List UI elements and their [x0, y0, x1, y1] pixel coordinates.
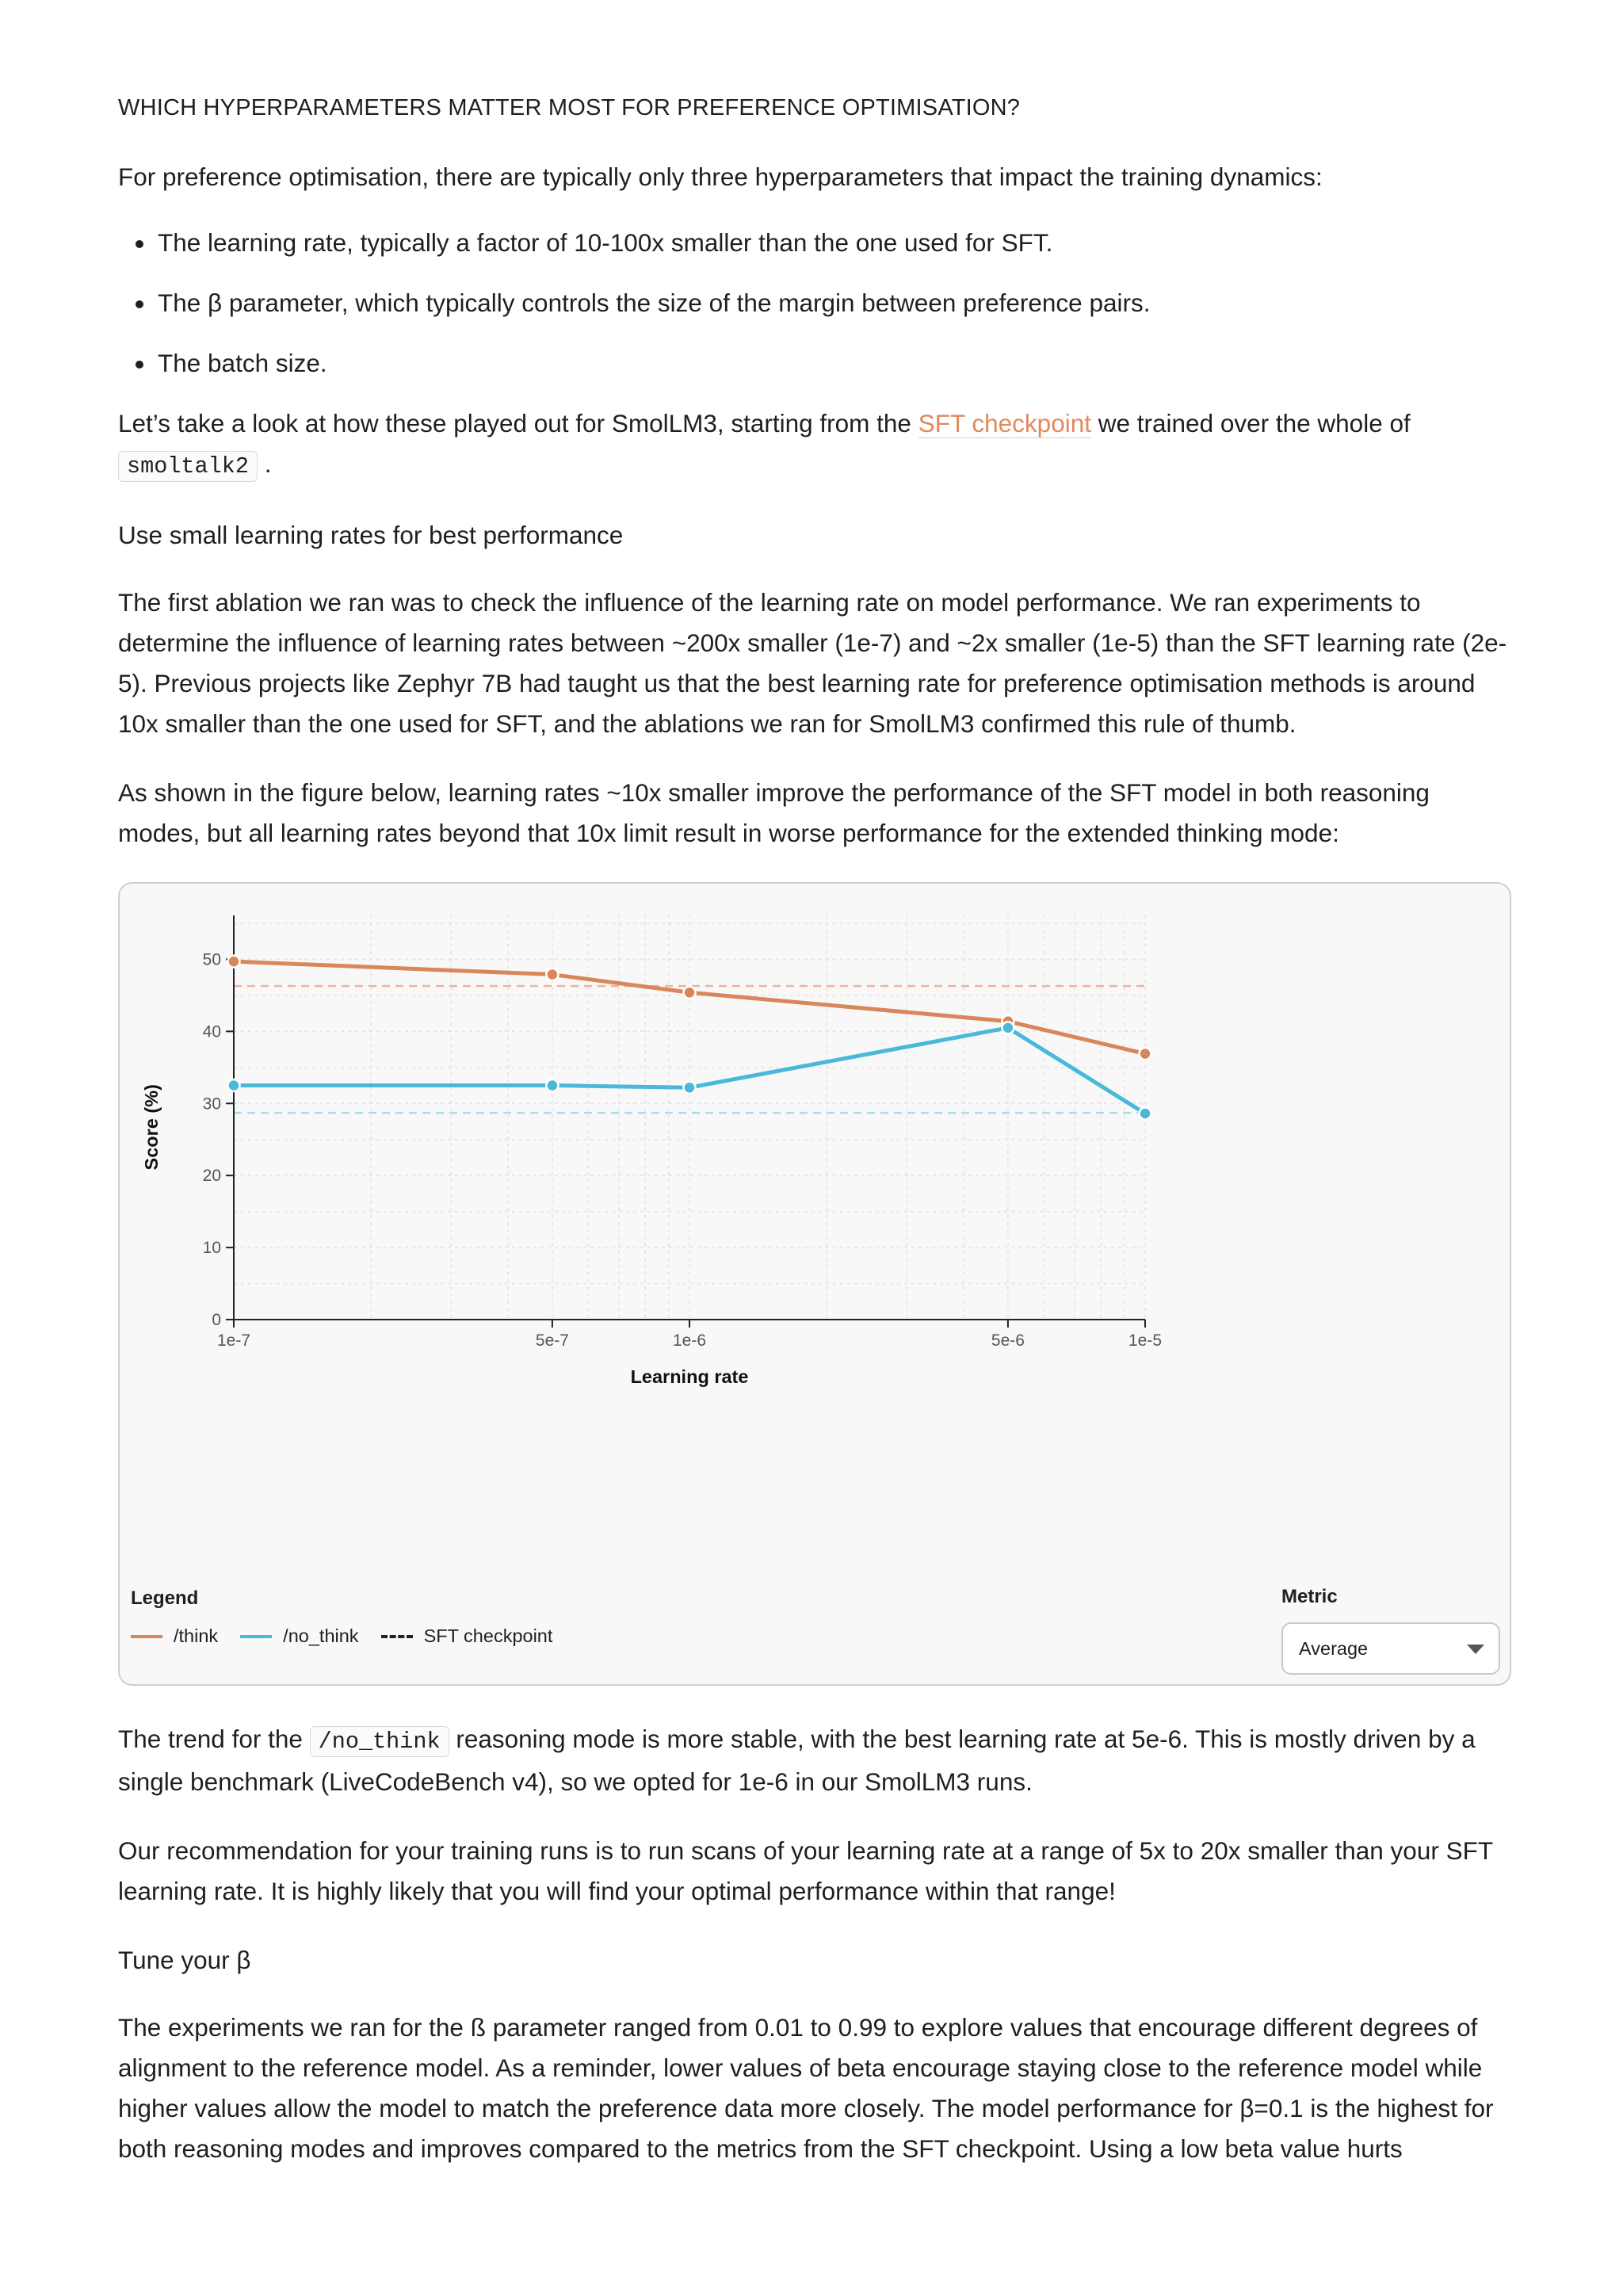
metric-control	[1281, 1586, 1500, 1675]
legend-item-no-think[interactable]	[240, 1626, 358, 1647]
list-item: • The batch size.	[156, 343, 1513, 384]
trend-paragraph	[118, 1719, 1513, 1802]
legend-label-sft: SFT checkpoint	[423, 1626, 553, 1646]
data-point-no-think	[228, 1079, 240, 1091]
inline-code: smoltalk2	[118, 451, 258, 482]
legend-swatch-no-think	[240, 1635, 272, 1638]
x-tick-label: 5e-6	[991, 1331, 1025, 1350]
data-point-think	[228, 956, 240, 968]
data-point-no-think	[684, 1082, 696, 1094]
article-content	[118, 79, 1513, 2198]
recommendation-paragraph: Our recommendation for your training runs is to run scans of your learning rate at a range of 5x to 20x smaller than your SFT learning rate. It is highly likely that you will find your optimal performance within that range!	[118, 1836, 1493, 1905]
hyperparameter-list	[118, 223, 1513, 384]
y-axis-label: Score (%)	[141, 1084, 162, 1171]
data-point-think	[684, 987, 696, 999]
list-item: • The learning rate, typically a factor of 10-100x smaller than the one used for SFT.	[156, 223, 1513, 263]
y-tick-label: 30	[202, 1095, 221, 1114]
y-tick-label: 40	[202, 1022, 221, 1041]
ablation-paragraph: The first ablation we ran was to check the influence of the learning rate on model performance. We ran experiments to determine the influence of learning rates between ~200x smaller (1e-7) and ~2x smaller (1e-5) than the SFT learning rate (2e-5). Previous projects like Zephyr 7B had taught us that the best learning rate for preference optimisation methods is around 10x smaller than the one used for SFT, and the ablations we ran for SmolLM3 confirmed this rule of thumb.	[118, 588, 1507, 738]
chart-legend	[131, 1587, 575, 1647]
trend-text-after: reasoning mode is more stable, with the best learning rate at 5e-6. This is mostly driven by a single benchmark (LiveCodeBench v4), so we opted for 1e-6 in our SmolLM3 runs.	[118, 1725, 1476, 1796]
section-heading: WHICH HYPERPARAMETERS MATTER MOST FOR PREFERENCE OPTIMISATION?	[118, 95, 1021, 120]
legend-label-no-think: /no_think	[283, 1626, 359, 1646]
data-point-no-think	[1002, 1022, 1014, 1033]
figure-intro-paragraph: As shown in the figure below, learning rates ~10x smaller improve the performance of the SFT model in both reasoning modes, but all learning rates beyond that 10x limit result in worse performance for the extended thinking mode:	[118, 778, 1430, 847]
look-text-after: we trained over the whole of	[1091, 409, 1411, 437]
y-tick-label: 20	[202, 1167, 221, 1186]
sft-checkpoint-link[interactable]: SFT checkpoint	[918, 409, 1091, 437]
legend-swatch-sft	[381, 1635, 413, 1638]
legend-swatch-think	[131, 1635, 162, 1638]
x-tick-label: 1e-5	[1128, 1331, 1163, 1350]
look-paragraph	[118, 403, 1513, 487]
y-tick-label: 50	[202, 950, 221, 969]
legend-item-sft[interactable]	[381, 1626, 553, 1647]
metric-title: Metric	[1281, 1586, 1338, 1607]
learning-rate-figure	[118, 882, 1511, 1686]
list-item: • The β parameter, which typically controls the size of the margin between preference pairs.	[156, 283, 1513, 323]
legend-title: Legend	[131, 1587, 199, 1609]
data-point-think	[1140, 1048, 1151, 1060]
learning-rate-chart	[120, 884, 1511, 1686]
inline-code: /no_think	[310, 1726, 449, 1757]
data-point-no-think	[546, 1079, 558, 1091]
metric-select[interactable]	[1281, 1622, 1500, 1675]
look-text-before: Let’s take a look at how these played out for SmolLM3, starting from the	[118, 409, 918, 437]
data-point-think	[546, 968, 558, 980]
metric-selected-value: Average	[1299, 1638, 1369, 1659]
look-text-end: .	[257, 449, 272, 478]
y-tick-label: 0	[212, 1311, 221, 1329]
data-point-no-think	[1140, 1108, 1151, 1120]
beta-paragraph: The experiments we ran for the ß parameter ranged from 0.01 to 0.99 to explore values that encourage different degrees of alignment to the reference model. As a reminder, lower values of beta encourage staying close to the reference model while higher values allow the model to match the preference data more closely. The model performance for β=0.1 is the highest for both reasoning modes and improves compared to the metrics from the SFT checkpoint. Using a low beta value hurts	[118, 2013, 1494, 2163]
subheading-learning-rate: Use small learning rates for best performance	[118, 521, 624, 549]
legend-label-think: /think	[174, 1626, 219, 1646]
x-tick-label: 5e-7	[535, 1331, 569, 1350]
subheading-beta: Tune your β	[118, 1946, 251, 1974]
series-line-no-think	[234, 1028, 1145, 1114]
x-axis-label: Learning rate	[630, 1366, 749, 1387]
intro-paragraph: For preference optimisation, there are typically only three hyperparameters that impact the training dynamics:	[118, 162, 1323, 191]
legend-item-think[interactable]	[131, 1626, 218, 1647]
x-tick-label: 1e-6	[672, 1331, 707, 1350]
chevron-down-icon	[1467, 1645, 1484, 1654]
trend-text-before: The trend for the	[118, 1725, 310, 1753]
x-tick-label: 1e-7	[216, 1331, 251, 1350]
y-tick-label: 10	[202, 1239, 221, 1258]
